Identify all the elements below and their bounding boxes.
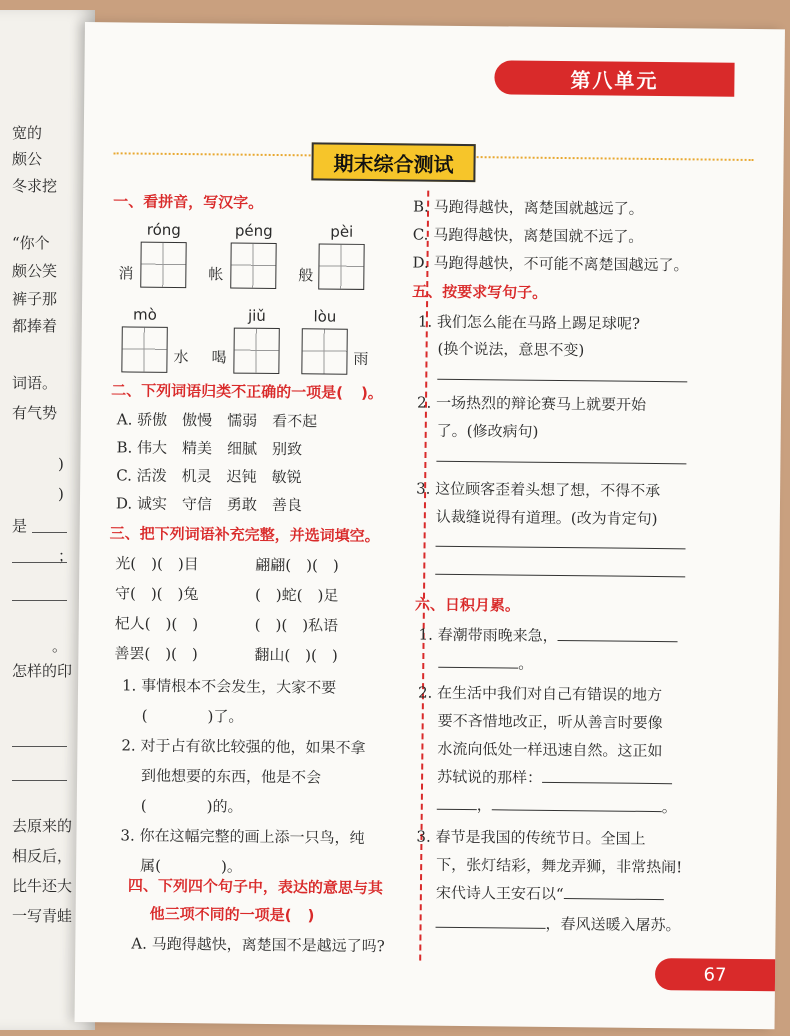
writing-grid[interactable] xyxy=(230,243,276,289)
left-text-line: 宽的 xyxy=(12,124,43,142)
word-char: 帐 xyxy=(208,265,224,284)
s3-question-3: 3. 你在这幅完整的画上添一只鸟，纯 xyxy=(120,826,365,847)
writing-grid[interactable] xyxy=(318,243,364,289)
pinyin-label: mò xyxy=(132,305,157,324)
left-blank xyxy=(12,600,67,601)
option-a: A. 马跑得越快，离楚国不是越远了吗? xyxy=(131,934,385,956)
pinyin-label: jiǔ xyxy=(247,306,266,325)
answer-blank[interactable] xyxy=(436,927,546,929)
word-char: 喝 xyxy=(211,348,227,367)
section-4-title: 四、下列四个句子中，表达的意思与其 xyxy=(127,876,384,898)
left-text-line: 裤子那 xyxy=(12,290,58,308)
pinyin-label: lòu xyxy=(313,307,337,326)
left-text-line: 是 xyxy=(12,517,28,535)
writing-grid[interactable] xyxy=(301,328,347,374)
s6-question-2-line5 xyxy=(437,794,677,818)
left-text-line: 颇公 xyxy=(12,150,43,168)
s6-q1-text: 1. 春潮带雨晚来急， xyxy=(418,625,558,645)
pinyin-label: péng xyxy=(234,221,273,240)
left-text-line: 去原来的 xyxy=(12,817,73,835)
word-char: 雨 xyxy=(353,349,369,368)
s3-question-1-blank: ( )了。 xyxy=(141,706,244,726)
section-2-title xyxy=(111,379,383,403)
s6-question-2-line3: 水流向低处一样迅速自然。这正如 xyxy=(437,739,663,761)
s5-question-1: 1. 我们怎么能在马路上踢足球呢? xyxy=(417,312,641,333)
answer-blank[interactable] xyxy=(438,667,518,669)
answer-blank[interactable] xyxy=(492,809,662,812)
option-a: A. 骄傲 傲慢 懦弱 看不起 xyxy=(116,410,318,431)
pinyin-box-4 xyxy=(121,305,168,372)
left-text-line: ； xyxy=(58,547,74,565)
pinyin-box-1 xyxy=(140,221,187,288)
answer-blank[interactable] xyxy=(564,898,664,900)
page-number: 67 xyxy=(655,958,775,991)
left-text-line: 有气势 xyxy=(12,404,58,422)
section-4-title-line2 xyxy=(150,903,315,926)
s6-question-2-line2: 要不吝惜地改正，听从善言时要像 xyxy=(437,711,663,733)
s5-question-3-hint: 认裁缝说得有道理。(改为肯定句) xyxy=(435,507,658,529)
answer-line[interactable] xyxy=(437,379,687,383)
s6-q2-text: 苏轼说的那样： xyxy=(437,767,543,787)
idiom-fill: 翻山( )( ) xyxy=(254,645,338,665)
s3-question-2-line: 到他想要的东西，他是不会 xyxy=(141,766,322,787)
s6-q2-comma: ， xyxy=(476,796,492,815)
idiom-fill: 杞人( )( ) xyxy=(114,614,199,634)
section-4-title-end: ) xyxy=(307,906,315,925)
left-blank xyxy=(32,532,67,533)
s3-question-3-blank: 属( )。 xyxy=(140,856,242,876)
idiom-fill: 翩翩( )( ) xyxy=(255,555,339,575)
left-text-line: 词语。 xyxy=(12,374,58,392)
s6-q1-end: 。 xyxy=(518,654,534,673)
pinyin-box-6 xyxy=(301,307,348,374)
left-text-line: 怎样的印 xyxy=(12,662,73,680)
s6-question-1 xyxy=(418,624,677,648)
writing-grid[interactable] xyxy=(121,326,167,372)
s6-question-3-line2: 下，张灯结彩，舞龙弄狮，非常热闹! xyxy=(436,855,683,877)
left-blank xyxy=(12,562,67,563)
idiom-fill: 善罢( )( ) xyxy=(114,644,198,664)
s5-question-3: 3. 这位顾客歪着头想了想，不得不承 xyxy=(416,479,661,501)
left-blank xyxy=(12,780,67,781)
s5-question-2-hint: 了。(修改病句) xyxy=(436,421,539,441)
left-text-line: ) xyxy=(58,485,64,503)
left-text-line: “你个 xyxy=(12,234,50,252)
left-text-line: 都捧着 xyxy=(12,317,58,335)
section-4-title-text: 他三项不同的一项是( xyxy=(149,904,292,925)
s6-q3-end: ，春风送暖入屠苏。 xyxy=(545,914,681,935)
pinyin-box-2 xyxy=(230,222,277,289)
left-text-line: 比牛还大 xyxy=(12,877,73,895)
s6-q3-text: 宋代诗人王安石以“ xyxy=(435,883,564,904)
s3-question-2: 2. 对于占有欲比较强的他，如果不拿 xyxy=(121,736,366,757)
idiom-fill: ( )蛇( )足 xyxy=(254,585,339,605)
option-c: C. 活泼 机灵 迟钝 敏锐 xyxy=(116,466,302,487)
word-char: 水 xyxy=(173,347,189,367)
left-text-line: 。 xyxy=(52,637,68,655)
left-text-line: 颇公笑 xyxy=(12,262,58,280)
writing-grid[interactable] xyxy=(140,242,186,288)
s6-question-3-line3 xyxy=(436,882,664,905)
answer-blank[interactable] xyxy=(558,640,678,642)
answer-line[interactable] xyxy=(435,574,685,578)
workbook-page xyxy=(75,22,785,1029)
left-text-line: ) xyxy=(58,455,64,473)
idiom-fill: 守( )( )兔 xyxy=(114,584,199,604)
writing-grid[interactable] xyxy=(233,328,279,374)
option-d: D. 诚实 守信 勇敢 善良 xyxy=(115,494,303,515)
s6-question-1-cont xyxy=(438,652,533,674)
pinyin-label: pèi xyxy=(330,222,354,241)
s6-question-3: 3. 春节是我国的传统节日。全国上 xyxy=(416,827,646,848)
left-text-line: 冬求挖 xyxy=(12,177,58,195)
word-char: 般 xyxy=(298,266,314,285)
s6-question-2: 2. 在生活中我们对自己有错误的地方 xyxy=(417,683,663,705)
unit-banner: 第八单元 xyxy=(494,60,734,97)
option-c: C. 马跑得越快，离楚国就不远了。 xyxy=(412,225,644,246)
section-2-title-text: 二、下列词语归类不正确的一项是( xyxy=(111,381,344,402)
page-title: 期末综合测试 xyxy=(311,142,475,182)
pinyin-box-3 xyxy=(318,222,365,289)
pinyin-box-5 xyxy=(233,307,280,374)
s3-question-1: 1. 事情根本不会发生，大家不要 xyxy=(121,676,337,697)
answer-line[interactable] xyxy=(436,546,686,550)
option-b: B. 伟大 精美 细腻 别致 xyxy=(116,438,303,459)
word-char: 消 xyxy=(118,264,134,283)
section-1-title: 一、看拼音，写汉字。 xyxy=(113,192,264,212)
s6-question-2-line4 xyxy=(437,766,672,789)
left-text-line: 相反后， xyxy=(12,847,73,865)
answer-line[interactable] xyxy=(436,461,686,465)
answer-blank[interactable] xyxy=(542,782,672,784)
section-3-title: 三、把下列词语补充完整，并选词填空。 xyxy=(109,524,380,546)
option-d: D. 马跑得越快，不可能不离楚国越远了。 xyxy=(412,253,689,275)
s3-question-2-blank: ( )的。 xyxy=(140,796,243,816)
s5-question-1-hint: (换个说法，意思不变) xyxy=(437,339,585,360)
s6-q2-end: 。 xyxy=(661,798,677,817)
pinyin-label: róng xyxy=(146,220,181,240)
answer-blank[interactable] xyxy=(437,809,477,810)
section-6-title: 六、日积月累。 xyxy=(414,595,521,615)
s6-question-3-line4 xyxy=(435,912,680,936)
s5-question-2: 2. 一场热烈的辩论赛马上就要开始 xyxy=(416,393,647,414)
left-text-line: 一写青蛙 xyxy=(12,907,73,925)
section-5-title: 五、按要求写句子。 xyxy=(412,282,548,302)
idiom-fill: ( )( )私语 xyxy=(254,615,339,635)
section-2-title-end: )。 xyxy=(360,383,383,403)
option-b: B. 马跑得越快，离楚国就越远了。 xyxy=(412,197,644,218)
idiom-fill: 光( )( )目 xyxy=(115,554,199,574)
left-blank xyxy=(12,746,67,747)
